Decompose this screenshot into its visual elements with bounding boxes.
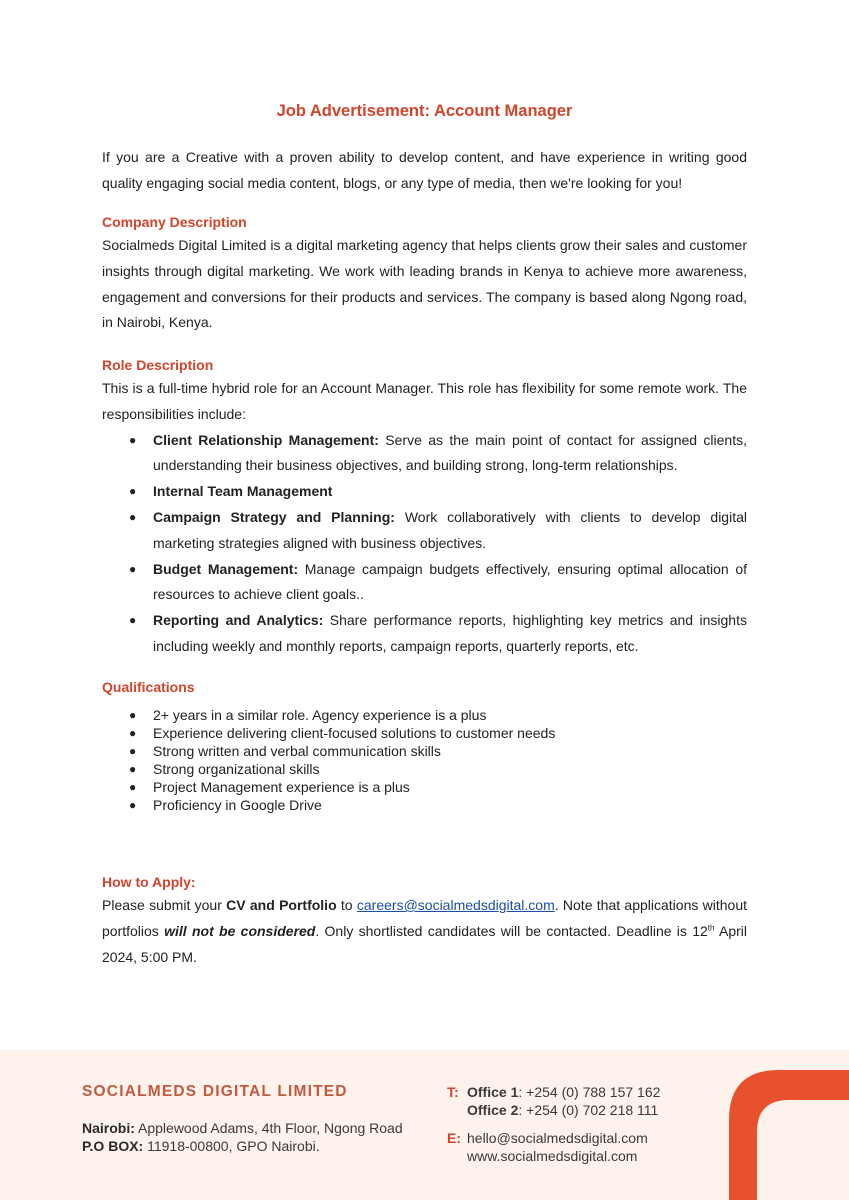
- apply-text-part: . Only shortlisted candidates will be contacted. Deadline is 12: [315, 922, 708, 939]
- item-title: Campaign Strategy and Planning:: [153, 508, 395, 525]
- phone-label: T:: [447, 1084, 459, 1100]
- apply-text-part: to: [336, 897, 357, 913]
- list-item: [102, 778, 747, 796]
- apply-section: [102, 871, 747, 970]
- qualification-text: Strong written and verbal communication skills: [153, 743, 441, 759]
- bullet-icon: ●: [129, 432, 137, 447]
- qualifications-list: [102, 706, 747, 814]
- list-item: [102, 706, 747, 724]
- bullet-icon: ●: [129, 509, 137, 524]
- item-desc: Manage campaign budgets effectively, ensuring optimal allocation of resources to achieve client goals..: [153, 560, 747, 603]
- bullet-icon: ●: [129, 708, 137, 722]
- apply-emphasis: will not be considered: [164, 922, 316, 939]
- intro-text: If you are a Creative with a proven ability to develop content, and have experience in writing good quality engaging social media content, blogs, or any type of media, then we're looking for you!: [102, 149, 747, 191]
- bullet-icon: ●: [129, 726, 137, 740]
- apply-text-part: Please submit your: [102, 897, 227, 913]
- bullet-icon: ●: [129, 613, 137, 628]
- company-section: [102, 211, 747, 336]
- apply-text-part: April 2024, 5:00 PM.: [102, 922, 748, 965]
- qualification-text: Project Management experience is a plus: [153, 779, 410, 795]
- qualification-text: 2+ years in a similar role. Agency experience is a plus: [153, 707, 487, 723]
- address-text: Applewood Adams, 4th Floor, Ngong Road: [134, 1120, 403, 1136]
- qualifications-section: [102, 676, 747, 814]
- footer: [0, 1050, 849, 1200]
- qualification-text: Proficiency in Google Drive: [153, 797, 322, 813]
- responsibilities-list: [102, 428, 747, 660]
- qualifications-heading: Qualifications: [102, 679, 195, 695]
- footer-company-name: SOCIALMEDS DIGITAL LIMITED: [82, 1083, 348, 1100]
- footer-website[interactable]: www.socialmedsdigital.com: [467, 1148, 638, 1164]
- office2-label: Office 2: [467, 1102, 519, 1118]
- page-title: Job Advertisement: Account Manager: [276, 102, 573, 120]
- list-item: [102, 760, 747, 778]
- list-item: [102, 479, 747, 505]
- bullet-icon: ●: [129, 780, 137, 794]
- qualification-text: Strong organizational skills: [153, 761, 320, 777]
- apply-bold: CV and Portfolio: [226, 897, 337, 913]
- email-label: E:: [447, 1130, 461, 1146]
- company-text: Socialmeds Digital Limited is a digital marketing agency that helps clients grow their sales and customer insights through digital marketing. We work with leading brands in Kenya to achieve more awareness, engagement and conversions for their products and services. The company is based along Ngong road, in Nairobi, Kenya.: [102, 237, 747, 331]
- item-title: Reporting and Analytics:: [153, 612, 324, 629]
- item-title: Client Relationship Management:: [153, 431, 379, 448]
- qualification-text: Experience delivering client-focused solutions to customer needs: [153, 725, 556, 741]
- list-item: [102, 557, 747, 609]
- role-section: [102, 354, 747, 660]
- item-desc: Serve as the main point of contact for assigned clients, understanding their business objectives, and building strong, long-term relationships.: [153, 431, 747, 474]
- bullet-icon: ●: [129, 484, 137, 499]
- list-item: [102, 428, 747, 480]
- company-heading: Company Description: [102, 214, 247, 230]
- bullet-icon: ●: [129, 798, 137, 812]
- footer-address: [82, 1119, 403, 1155]
- address-label: Nairobi:: [82, 1120, 135, 1136]
- intro-paragraph: [102, 145, 747, 197]
- apply-heading: How to Apply:: [102, 874, 196, 890]
- careers-email-link[interactable]: careers@socialmedsdigital.com: [356, 897, 555, 913]
- office1-label: Office 1: [467, 1084, 519, 1100]
- list-item: [102, 505, 747, 557]
- pobox-label: P.O BOX:: [82, 1138, 144, 1154]
- office1-phone: : +254 (0) 788 157 162: [518, 1084, 661, 1100]
- footer-contact: [447, 1083, 660, 1165]
- list-item: [102, 608, 747, 660]
- role-text: This is a full-time hybrid role for an Account Manager. This role has flexibility for some remote work. The responsibilities include:: [102, 380, 747, 422]
- date-superscript: th: [707, 923, 715, 933]
- office2-phone: : +254 (0) 702 218 111: [518, 1102, 659, 1118]
- item-title: Internal Team Management: [153, 483, 333, 500]
- list-item: [102, 796, 747, 814]
- role-heading: Role Description: [102, 357, 214, 373]
- item-title: Budget Management:: [153, 560, 299, 577]
- corner-decoration-icon: [729, 1050, 849, 1200]
- footer-email[interactable]: hello@socialmedsdigital.com: [467, 1130, 648, 1146]
- list-item: [102, 724, 747, 742]
- item-desc: Share performance reports, highlighting key metrics and insights including weekly and monthly reports, campaign reports, quarterly reports, etc.: [153, 612, 747, 654]
- bullet-icon: ●: [129, 744, 137, 758]
- item-desc: Work collaboratively with clients to develop digital marketing strategies aligned with business objectives.: [153, 508, 747, 551]
- bullet-icon: ●: [129, 762, 137, 776]
- list-item: [102, 742, 747, 760]
- bullet-icon: ●: [129, 561, 137, 576]
- apply-text: [102, 893, 747, 970]
- pobox-text: 11918-00800, GPO Nairobi.: [143, 1138, 320, 1154]
- apply-text-part: . Note that applications without portfolios: [102, 897, 747, 939]
